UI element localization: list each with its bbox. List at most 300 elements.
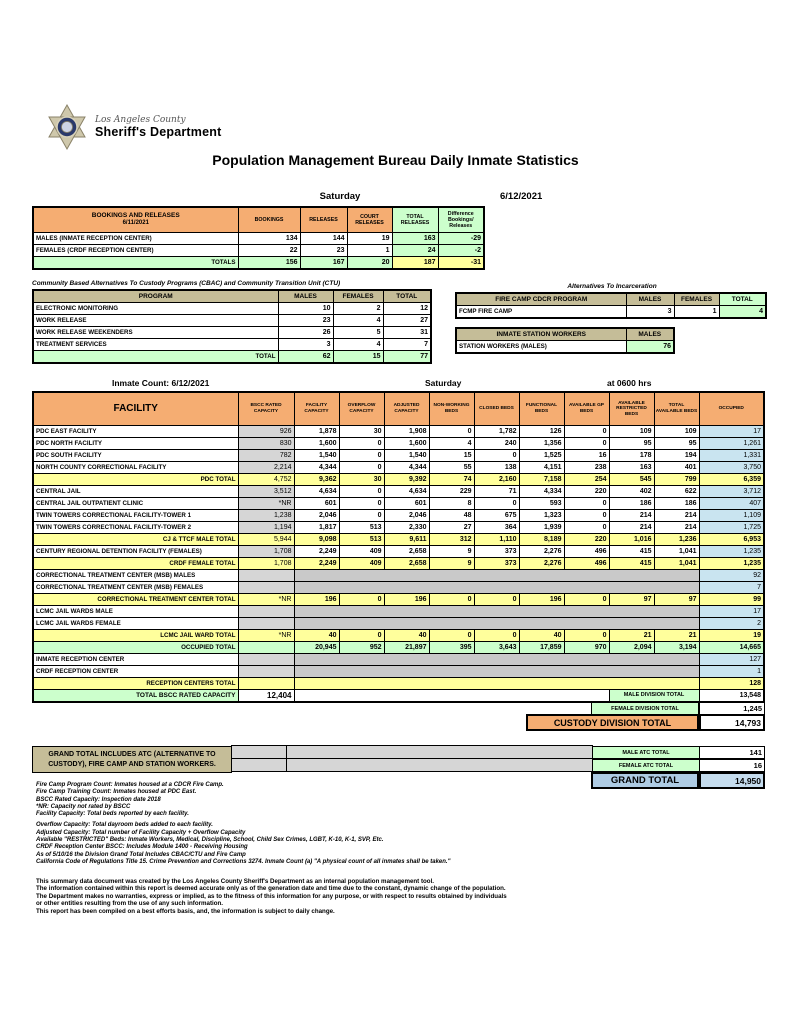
bed-count-cell: 95 (654, 438, 699, 450)
facility-row (33, 534, 764, 546)
bed-count-cell: 186 (609, 498, 654, 510)
bed-count-cell: 4,334 (519, 486, 564, 498)
bookings-totals-row (33, 257, 484, 270)
occupied-cell: 1,725 (699, 522, 764, 534)
total-value-cell: *NR (238, 594, 294, 606)
fire-camp-title-header: FIRE CAMP CDCR PROGRAM (456, 293, 626, 306)
bed-count-cell: 220 (564, 486, 609, 498)
inmate-count-day-label: Saturday (425, 378, 462, 388)
bscc-total-row (33, 690, 764, 703)
bed-count-cell: 229 (429, 486, 474, 498)
facility-label: CENTRAL JAIL OUTPATIENT CLINIC (33, 498, 238, 510)
cbac-value: 4 (333, 339, 383, 351)
facility-label: PDC SOUTH FACILITY (33, 450, 238, 462)
total-value-cell: 196 (384, 594, 429, 606)
bed-count-cell: 30 (339, 426, 384, 438)
bookings-row-label: FEMALES (CRDF RECEPTION CENTER) (33, 245, 238, 257)
total-value-cell: 196 (519, 594, 564, 606)
facility-row (33, 498, 764, 510)
station-workers-table (455, 327, 769, 354)
cbac-totals-label: TOTAL (33, 351, 278, 364)
total-row-label: CRDF FEMALE TOTAL (33, 558, 238, 570)
bed-count-cell: 1,540 (384, 450, 429, 462)
bed-count-cell: 15 (429, 450, 474, 462)
facility-col-header: ADJUSTED CAPACITY (384, 392, 429, 426)
spacer-cell (294, 690, 609, 703)
facility-row (33, 678, 764, 690)
bed-count-cell: 593 (519, 498, 564, 510)
facility-row (33, 522, 764, 534)
bed-count-cell: 401 (654, 462, 699, 474)
bed-count-cell: 4,151 (519, 462, 564, 474)
bed-count-cell: 214 (654, 522, 699, 534)
disclaimer (36, 878, 507, 915)
bookings-col-header: Difference Bookings/ Releases (438, 207, 484, 233)
bscc-capacity-cell: 1,708 (238, 546, 294, 558)
bookings-data-row (33, 233, 484, 245)
bed-count-cell: 71 (474, 486, 519, 498)
sheriff-logo (46, 104, 221, 150)
logo-county-text: Los Angeles County (95, 115, 186, 125)
occupied-cell: 1 (699, 666, 764, 678)
bookings-col-header: COURT RELEASES (347, 207, 392, 233)
bookings-row-label: MALES (INMATE RECEPTION CENTER) (33, 233, 238, 245)
total-value-cell: 40 (384, 630, 429, 642)
cbac-section-title: Community Based Alternatives To Custody Programs (CBAC) and Community Transition Unit (CTU) (32, 280, 341, 287)
occupied-total-cell: 128 (699, 678, 764, 690)
facility-col-header: AVAILABLE RESTRICTED BEDS (609, 392, 654, 426)
occupied-cell: 3,712 (699, 486, 764, 498)
bed-count-cell: 409 (339, 546, 384, 558)
bed-count-cell: 2,658 (384, 546, 429, 558)
bed-count-cell: 0 (339, 498, 384, 510)
bed-count-cell: 1,600 (384, 438, 429, 450)
female-atc-label: FEMALE ATC TOTAL (592, 759, 700, 772)
grand-total-right (232, 746, 765, 773)
total-value-cell: 196 (294, 594, 339, 606)
bookings-title-cell: BOOKINGS AND RELEASES 6/11/2021 (33, 207, 238, 233)
bed-count-cell: 238 (564, 462, 609, 474)
facility-label: TWIN TOWERS CORRECTIONAL FACILITY-TOWER 2 (33, 522, 238, 534)
facility-row (33, 666, 764, 678)
occupied-cell: 17 (699, 606, 764, 618)
facility-row (33, 630, 764, 642)
cbac-value: 3 (278, 339, 333, 351)
total-value-cell: 513 (339, 534, 384, 546)
bed-count-cell: 1,041 (654, 546, 699, 558)
bookings-col-header: TOTAL RELEASES (392, 207, 438, 233)
grand-total-note: GRAND TOTAL INCLUDES ATC (ALTERNATIVE TO CUSTODY), FIRE CAMP AND STATION WORKERS. (32, 746, 232, 773)
bookings-col-header: BOOKINGS (238, 207, 300, 233)
alternatives-section (455, 283, 769, 354)
bed-count-cell: 1,782 (474, 426, 519, 438)
facility-label: PDC NORTH FACILITY (33, 438, 238, 450)
fire-camp-value: 3 (626, 306, 674, 319)
bscc-total-label: TOTAL BSCC RATED CAPACITY (33, 690, 238, 703)
bookings-value: 134 (238, 233, 300, 245)
bed-count-cell: 1,908 (384, 426, 429, 438)
total-value-cell: 8,189 (519, 534, 564, 546)
not-reported-span (294, 606, 699, 618)
cbac-row-label: ELECTRONIC MONITORING (33, 303, 278, 315)
date-row (0, 191, 791, 205)
bed-count-cell: 126 (519, 426, 564, 438)
occupied-cell: 92 (699, 570, 764, 582)
disclaimer-line: This summary data document was created by the Los Angeles County Sheriff's Department as an internal population management tool. (36, 878, 435, 885)
logo-department-text: Sheriff's Department (95, 125, 222, 139)
total-value-cell: 1,110 (474, 534, 519, 546)
bed-count-cell: 513 (339, 522, 384, 534)
bookings-value: 24 (392, 245, 438, 257)
bscc-capacity-cell: 1,238 (238, 510, 294, 522)
disclaimer-line: This report has been compiled on a best efforts basis, and, the information is subject to daily change. (36, 907, 335, 915)
total-value-cell: 74 (429, 474, 474, 486)
bed-count-cell: 4,344 (384, 462, 429, 474)
station-header-row (456, 328, 674, 341)
cbac-value: 12 (383, 303, 431, 315)
cbac-col-header: MALES (278, 290, 333, 303)
grand-total-value: 14,950 (699, 772, 765, 789)
facility-row (33, 570, 764, 582)
bed-count-cell: 9 (429, 546, 474, 558)
cbac-row-label: TREATMENT SERVICES (33, 339, 278, 351)
footnote-line: Adjusted Capacity: Total number of Facility Capacity + Overflow Capacity (36, 829, 246, 836)
total-value-cell: 0 (564, 594, 609, 606)
division-totals (32, 702, 768, 731)
cbac-value: 27 (383, 315, 431, 327)
total-row-label: LCMC JAIL WARD TOTAL (33, 630, 238, 642)
bed-count-cell: 214 (654, 510, 699, 522)
total-value-cell: 9,392 (384, 474, 429, 486)
total-value-cell: 1,708 (238, 558, 294, 570)
bed-count-cell: 240 (474, 438, 519, 450)
bed-count-cell: 109 (609, 426, 654, 438)
facility-row (33, 582, 764, 594)
total-value-cell: 97 (654, 594, 699, 606)
bed-count-cell: 186 (654, 498, 699, 510)
bscc-capacity-cell (238, 678, 294, 690)
inmate-count-section (32, 378, 768, 789)
footnote-line: Fire Camp Training Count: Inmates housed at PDC East. (36, 789, 197, 796)
bed-count-cell: 0 (339, 486, 384, 498)
logo-text (95, 115, 221, 139)
facility-label: LCMC JAIL WARDS MALE (33, 606, 238, 618)
total-value-cell: 0 (564, 630, 609, 642)
fire-camp-table (455, 292, 769, 319)
fire-camp-col-header: TOTAL (719, 293, 766, 306)
total-value-cell: 254 (564, 474, 609, 486)
facility-row (33, 558, 764, 570)
female-atc-value: 16 (699, 759, 765, 772)
facility-row (33, 618, 764, 630)
occupied-cell: 127 (699, 654, 764, 666)
bed-count-cell: 1,939 (519, 522, 564, 534)
total-value-cell: 9 (429, 558, 474, 570)
gray-spacer-cell (286, 758, 593, 772)
station-title-header: INMATE STATION WORKERS (456, 328, 626, 341)
bed-count-cell: 675 (474, 510, 519, 522)
total-value-cell: 2,276 (519, 558, 564, 570)
station-col-header: MALES (626, 328, 674, 341)
facility-label: LCMC JAIL WARDS FEMALE (33, 618, 238, 630)
cbac-value: 5 (333, 327, 383, 339)
facility-row (33, 450, 764, 462)
bscc-capacity-cell (238, 654, 294, 666)
occupied-total-cell: 19 (699, 630, 764, 642)
total-span (294, 678, 699, 690)
fire-camp-header-row (456, 293, 766, 306)
custody-division-row (32, 714, 765, 731)
bed-count-cell: 0 (564, 438, 609, 450)
occupied-total-label: OCCUPIED TOTAL (33, 642, 238, 654)
total-row-label: CJ & TTCF MALE TOTAL (33, 534, 238, 546)
occupied-grand-cell: 14,665 (699, 642, 764, 654)
bed-count-cell: 1,540 (294, 450, 339, 462)
bscc-capacity-cell (238, 570, 294, 582)
male-division-label: MALE DIVISION TOTAL (609, 690, 699, 703)
grand-total-top (32, 746, 765, 773)
total-value-cell: *NR (238, 630, 294, 642)
bed-count-cell: 1,356 (519, 438, 564, 450)
total-value-cell: 4,752 (238, 474, 294, 486)
bscc-capacity-cell: 830 (238, 438, 294, 450)
bscc-total-value: 12,404 (238, 690, 294, 703)
bed-count-cell: 0 (339, 450, 384, 462)
cbac-table (32, 289, 432, 364)
facility-row (33, 426, 764, 438)
gray-spacer-cell (231, 758, 287, 772)
cbac-row-label: WORK RELEASE (33, 315, 278, 327)
occupied-cell: 7 (699, 582, 764, 594)
occupied-cell: 1,109 (699, 510, 764, 522)
bed-count-cell: 601 (294, 498, 339, 510)
facility-col-header: AVAILABLE GP BEDS (564, 392, 609, 426)
facility-col-header: OCCUPIED (699, 392, 764, 426)
total-value-cell: 2,658 (384, 558, 429, 570)
bed-count-cell: 0 (429, 426, 474, 438)
total-value-cell: 9,098 (294, 534, 339, 546)
footnote-line: BSCC Rated Capacity: Inspection date 2018 (36, 796, 161, 803)
bookings-total-value: 20 (347, 257, 392, 270)
grand-total-label: GRAND TOTAL (591, 772, 699, 789)
bookings-value: 22 (238, 245, 300, 257)
female-atc-row (232, 759, 765, 772)
facility-count-table (32, 391, 765, 703)
total-value-cell: 545 (609, 474, 654, 486)
bed-count-cell: 0 (474, 498, 519, 510)
facility-row (33, 594, 764, 606)
bscc-capacity-cell (238, 618, 294, 630)
footnote-line: Available "RESTRICTED" Beds: Inmate Workers, Medical, Discipline, School, Child Sex Crimes, LGBT, K-10, K-1, SVP, Etc. (36, 837, 384, 844)
cbac-data-row (33, 339, 431, 351)
bed-count-cell: 214 (609, 522, 654, 534)
footnotes (36, 782, 450, 866)
disclaimer-line: The information contained within this report is deemed accurate only as of the generation date and time due to the constant, dynamic change of the population. (36, 885, 506, 893)
facility-row (33, 474, 764, 486)
bed-count-cell: 1,525 (519, 450, 564, 462)
total-value-cell: 21 (609, 630, 654, 642)
occupied-cell: 2 (699, 618, 764, 630)
occupied-total-value: 20,945 (294, 642, 339, 654)
custody-division-value: 14,793 (699, 714, 765, 731)
bed-count-cell: 2,046 (294, 510, 339, 522)
bed-count-cell: 2,276 (519, 546, 564, 558)
bed-count-cell: 496 (564, 546, 609, 558)
bscc-capacity-cell: 1,194 (238, 522, 294, 534)
weekday-label: Saturday (319, 191, 361, 202)
facility-row (33, 510, 764, 522)
bscc-capacity-cell (238, 606, 294, 618)
facility-col-header: NON-WORKING BEDS (429, 392, 474, 426)
custody-division-label: CUSTODY DIVISION TOTAL (526, 714, 699, 731)
cbac-totals-row (33, 351, 431, 364)
female-division-value: 1,245 (699, 702, 765, 715)
facility-row (33, 438, 764, 450)
total-value-cell: 0 (429, 630, 474, 642)
total-value-cell: 21 (654, 630, 699, 642)
disclaimer-line: or other entities resulting from the use of any such information. (36, 900, 224, 908)
bookings-value: -29 (438, 233, 484, 245)
total-value-cell: 5,944 (238, 534, 294, 546)
male-atc-value: 141 (699, 746, 765, 759)
bscc-capacity-cell: 782 (238, 450, 294, 462)
facility-label: CRDF RECEPTION CENTER (33, 666, 238, 678)
cbac-row-label: WORK RELEASE WEEKENDERS (33, 327, 278, 339)
total-value-cell: 40 (294, 630, 339, 642)
occupied-cell: 1,235 (699, 546, 764, 558)
total-value-cell: 0 (429, 594, 474, 606)
occupied-total-cell: 6,359 (699, 474, 764, 486)
total-value-cell: 40 (519, 630, 564, 642)
occupied-total-value: 970 (564, 642, 609, 654)
station-row-label: STATION WORKERS (MALES) (456, 341, 626, 354)
bookings-releases-table (32, 206, 485, 270)
bed-count-cell: 4,634 (294, 486, 339, 498)
occupied-total-cell: 99 (699, 594, 764, 606)
bed-count-cell: 373 (474, 546, 519, 558)
facility-label: CORRECTIONAL TREATMENT CENTER (MSB) FEMALES (33, 582, 238, 594)
facility-label: CENTURY REGIONAL DETENTION FACILITY (FEMALES) (33, 546, 238, 558)
occupied-total-value: 3,643 (474, 642, 519, 654)
total-value-cell: 97 (609, 594, 654, 606)
bscc-capacity-cell: 2,214 (238, 462, 294, 474)
gray-spacer-cell (231, 745, 287, 759)
bookings-header-row (33, 207, 484, 233)
bed-count-cell: 1,600 (294, 438, 339, 450)
fire-camp-col-header: FEMALES (674, 293, 719, 306)
occupied-total-value: 3,194 (654, 642, 699, 654)
cbac-section (32, 280, 432, 364)
total-value-cell: 0 (339, 594, 384, 606)
bed-count-cell: 364 (474, 522, 519, 534)
total-value-cell: 2,160 (474, 474, 519, 486)
inmate-count-titles (32, 378, 768, 391)
occupied-total-value: 21,897 (384, 642, 429, 654)
cbac-header-row (33, 290, 431, 303)
facility-col-header: CLOSED BEDS (474, 392, 519, 426)
bookings-value: 1 (347, 245, 392, 257)
bed-count-cell: 601 (384, 498, 429, 510)
cbac-total-value: 15 (333, 351, 383, 364)
inmate-station-workers-table (455, 327, 675, 354)
bed-count-cell: 0 (564, 522, 609, 534)
bscc-capacity-cell (238, 582, 294, 594)
total-row-label: PDC TOTAL (33, 474, 238, 486)
occupied-total-value: 395 (429, 642, 474, 654)
cbac-data-row (33, 327, 431, 339)
total-value-cell: 220 (564, 534, 609, 546)
bookings-total-value: 187 (392, 257, 438, 270)
facility-row (33, 486, 764, 498)
bed-count-cell: 16 (564, 450, 609, 462)
bookings-total-value: 156 (238, 257, 300, 270)
facility-col-header: BSCC RATED CAPACITY (238, 392, 294, 426)
bed-count-cell: 2,046 (384, 510, 429, 522)
not-reported-span (294, 666, 699, 678)
total-value-cell: 7,158 (519, 474, 564, 486)
bookings-value: 23 (300, 245, 347, 257)
total-value-cell: 30 (339, 474, 384, 486)
cbac-data-row (33, 303, 431, 315)
footnote-line: Overflow Capacity: Total dayroom beds added to each facility. (36, 822, 213, 829)
bed-count-cell: 0 (564, 510, 609, 522)
bookings-value: -2 (438, 245, 484, 257)
bed-count-cell: 178 (609, 450, 654, 462)
date-label: 6/12/2021 (500, 191, 543, 202)
occupied-total-cell: 1,235 (699, 558, 764, 570)
facility-row (33, 642, 764, 654)
facility-label: NORTH COUNTY CORRECTIONAL FACILITY (33, 462, 238, 474)
occupied-total-value (238, 642, 294, 654)
total-row-label: RECEPTION CENTERS TOTAL (33, 678, 238, 690)
total-value-cell: 312 (429, 534, 474, 546)
cbac-total-value: 62 (278, 351, 333, 364)
bed-count-cell: 1,878 (294, 426, 339, 438)
bed-count-cell: 163 (609, 462, 654, 474)
footnote-line: Fire Camp Program Count: Inmates housed at a CDCR Fire Camp. (36, 782, 224, 788)
occupied-total-value: 17,859 (519, 642, 564, 654)
footnote-line: Facility Capacity: Total beds reported by each facility. (36, 811, 189, 818)
cbac-value: 2 (333, 303, 383, 315)
bed-count-cell: 415 (609, 546, 654, 558)
bed-count-cell: 27 (429, 522, 474, 534)
occupied-cell: 3,750 (699, 462, 764, 474)
cbac-data-row (33, 315, 431, 327)
facility-col-header: FUNCTIONAL BEDS (519, 392, 564, 426)
facility-row (33, 546, 764, 558)
bed-count-cell: 8 (429, 498, 474, 510)
bed-count-cell: 1,817 (294, 522, 339, 534)
facility-header-row (33, 392, 764, 426)
not-reported-span (294, 654, 699, 666)
bookings-value: 144 (300, 233, 347, 245)
bed-count-cell: 0 (474, 450, 519, 462)
facility-table (32, 391, 768, 703)
bed-count-cell: 109 (654, 426, 699, 438)
cbac-total-value: 77 (383, 351, 431, 364)
bookings-value: 19 (347, 233, 392, 245)
bookings-total-value: 167 (300, 257, 347, 270)
fire-camp-value: 4 (719, 306, 766, 319)
occupied-total-value: 2,094 (609, 642, 654, 654)
fire-camp-data-row (456, 306, 766, 319)
bscc-capacity-cell (238, 666, 294, 678)
facility-row (33, 606, 764, 618)
facility-col-header: TOTAL AVAILABLE BEDS (654, 392, 699, 426)
alternatives-title: Alternatives To Incarceration (567, 283, 657, 290)
female-division-label: FEMALE DIVISION TOTAL (591, 702, 699, 715)
fire-camp-col-header: MALES (626, 293, 674, 306)
